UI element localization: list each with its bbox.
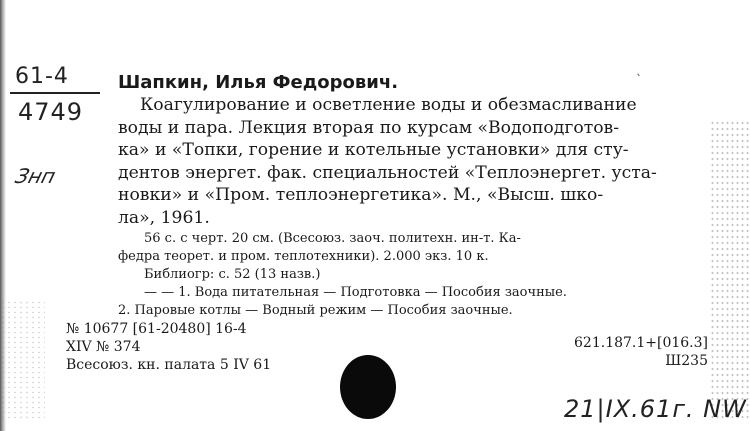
registration-line: XIV № 374 <box>66 339 141 355</box>
scan-speckle-right <box>710 120 750 420</box>
entry-collation-block <box>118 230 710 320</box>
collation-line: 2. Паровые котлы — Водный режим — Пособия заочные. <box>118 303 513 318</box>
small-tick-mark: ˎ <box>636 62 642 76</box>
scan-speckle-left <box>0 300 45 420</box>
title-line: воды и пара. Лекция вторая по курсам «Водоподготов- <box>118 117 620 138</box>
call-number-underline <box>10 92 100 94</box>
title-line: новки» и «Пром. теплоэнергетика». М., «Высш. шко- <box>118 185 604 206</box>
handwritten-date-note: 21|IX.61г. NW <box>564 395 747 423</box>
handwritten-margin-scribble: Знп <box>12 164 59 188</box>
title-line: дентов энергет. фак. специальностей «Теплоэнергет. уста- <box>118 162 657 183</box>
collation-line: — — 1. Вода питательная — Подготовка — Пособия заочные. <box>144 285 567 300</box>
ink-blot <box>340 355 396 419</box>
title-line: Коагулирование и осветление воды и обезмасливание <box>140 95 637 115</box>
collation-line: Библиогр: с. 52 (13 назв.) <box>144 267 321 282</box>
title-line: ка» и «Топки, горение и котельные установки» для сту- <box>118 140 629 161</box>
registration-line: № 10677 [61-20480] 16-4 <box>66 321 247 337</box>
registration-block <box>66 320 271 374</box>
handwritten-call-number-top: 61-4 <box>15 64 69 89</box>
entry-title-block <box>118 94 710 230</box>
entry-author: Шапкин, Илья Федорович. <box>118 72 399 93</box>
collation-line: федра теорет. и пром. теплотехники). 2.000 экз. 10 к. <box>118 249 489 264</box>
handwritten-call-number-bottom: 4749 <box>18 98 84 126</box>
classification-block <box>574 334 708 370</box>
registration-line: Всесоюз. кн. палата 5 IV 61 <box>66 357 272 373</box>
classification-author-mark: Ш235 <box>665 353 708 369</box>
title-line: ла», 1961. <box>118 207 210 228</box>
classification-udc: 621.187.1+[016.3] <box>574 335 708 351</box>
collation-line: 56 с. с черт. 20 см. (Всесоюз. заоч. политехн. ин-т. Ка- <box>144 231 521 246</box>
